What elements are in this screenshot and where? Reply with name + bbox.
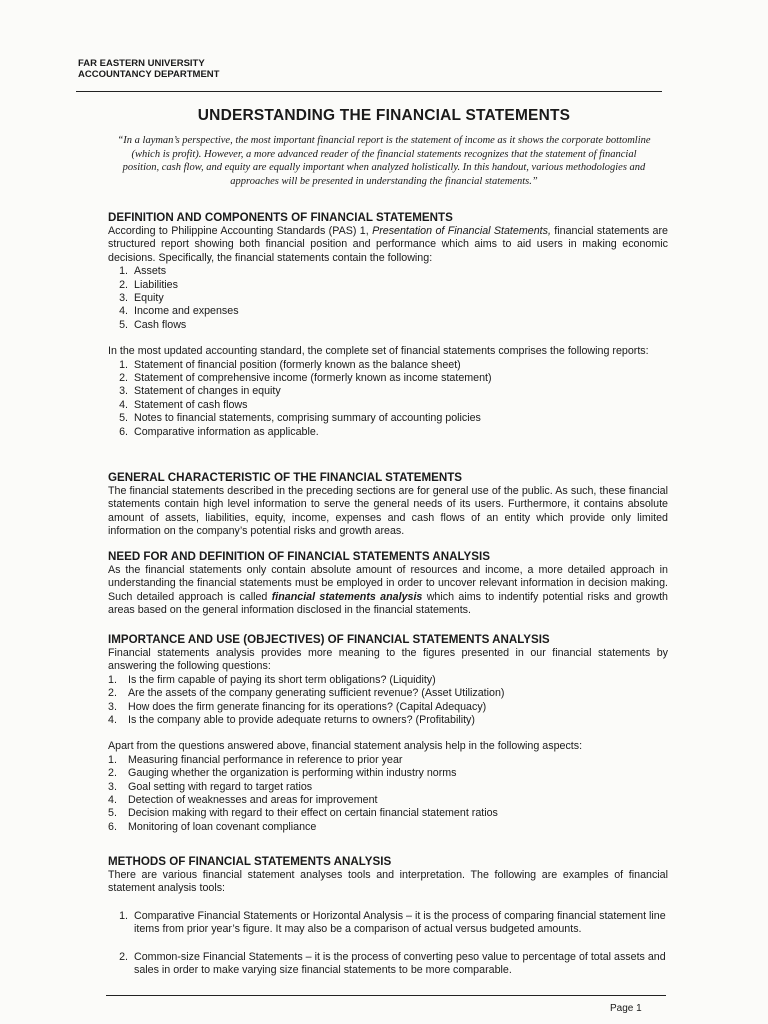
list-item: 3. Statement of changes in equity — [119, 385, 281, 398]
list-item: 6. Comparative information as applicable. — [119, 425, 319, 438]
list-item: 2. Gauging whether the organization is performing within industry norms — [108, 767, 457, 780]
list-item: 1. Assets — [119, 265, 167, 278]
section-heading: DEFINITION AND COMPONENTS OF FINANCIAL STATEMENTS — [108, 211, 453, 224]
section-definition — [108, 211, 668, 439]
questions-list — [108, 674, 668, 728]
list-item: 1. Is the firm capable of paying its short term obligations? (Liquidity) — [108, 673, 436, 686]
list-item: 3. Goal setting with regard to target ratios — [108, 780, 313, 793]
page-title: UNDERSTANDING THE FINANCIAL STATEMENTS — [197, 107, 571, 124]
list-item: 2. Are the assets of the company generating sufficient revenue? (Asset Utilization) — [108, 687, 505, 700]
section-need — [108, 550, 668, 618]
section-paragraph: The financial statements described in the preceding sections are for general use of the public. As such, these financial statements contain high level information to serve the general needs of its users. Furthermore, it contains absolute amount of assets, liabilities, equity, income, expenses and cash flows of an entity which provide only limited information on the company’s potential risks and growth areas. — [108, 485, 668, 538]
intro-quote: “In a layman’s perspective, the most important financial report is the statement of income as it shows the corporate bottomline (which is profit). However, a more advanced reader of the financial statements recognizes that the statement of financial position, cash flow, and equity are equally important when analyzed holistically. In this handout, various methodologies and approaches will be presented in understanding the financial statements.” — [117, 135, 651, 187]
section-heading: NEED FOR AND DEFINITION OF FINANCIAL STATEMENTS ANALYSIS — [108, 550, 490, 563]
section-general — [108, 471, 668, 539]
list-item: 5. Notes to financial statements, comprising summary of accounting policies — [119, 412, 481, 425]
section-importance — [108, 633, 668, 834]
section-methods — [108, 855, 668, 991]
list-item: 3. Equity — [119, 292, 164, 305]
department-name: ACCOUNTANCY DEPARTMENT — [78, 69, 220, 80]
university-name: FAR EASTERN UNIVERSITY — [78, 58, 205, 69]
footer-rule — [106, 995, 666, 996]
list-item: 3. How does the firm generate financing for its operations? (Capital Adequacy) — [108, 700, 487, 713]
header-rule — [76, 91, 662, 92]
methods-list — [108, 910, 668, 978]
section-paragraph: In the most updated accounting standard, the complete set of financial statements comprises the following reports: — [108, 345, 649, 358]
list-item: 2. Common-size Financial Statements – it is the process of converting peso value to percentage of total assets and sales in order to make varying size financial statements to be more comparable. — [119, 950, 666, 977]
institution-header — [78, 58, 219, 80]
list-item: 4. Income and expenses — [119, 305, 239, 318]
list-item: 1. Measuring financial performance in reference to prior year — [108, 753, 403, 766]
list-item: 4. Statement of cash flows — [119, 398, 248, 411]
reports-list — [108, 359, 668, 439]
list-item: 5. Decision making with regard to their effect on certain financial statement ratios — [108, 807, 498, 820]
list-item: 6. Monitoring of loan covenant compliance — [108, 820, 317, 833]
section-paragraph: Financial statements analysis provides more meaning to the figures presented in our financial statements by answering the following questions: — [108, 647, 668, 673]
section-heading: GENERAL CHARACTERISTIC OF THE FINANCIAL STATEMENTS — [108, 471, 463, 484]
list-item: 2. Liabilities — [119, 278, 178, 291]
list-item: 5. Cash flows — [119, 318, 187, 331]
section-paragraph: As the financial statements only contain absolute amount of resources and income, a more detailed approach in understanding the financial statements must be employed in order to uncover relevant information in decision making. Such detailed approach is called financial statements analysis which aims to indentify potential risks and growth areas based on the general information disclosed in the financial statements. — [108, 564, 668, 617]
list-item: 1. Statement of financial position (formerly known as the balance sheet) — [119, 358, 461, 371]
list-item: 2. Statement of comprehensive income (formerly known as income statement) — [119, 372, 492, 385]
section-heading: IMPORTANCE AND USE (OBJECTIVES) OF FINANCIAL STATEMENTS ANALYSIS — [108, 633, 550, 646]
section-paragraph: There are various financial statement analyses tools and interpretation. The following are examples of financial statement analysis tools: — [108, 869, 668, 895]
aspects-list — [108, 754, 668, 834]
page-number: Page 1 — [610, 1003, 642, 1014]
section-paragraph: Apart from the questions answered above, financial statement analysis help in the following aspects: — [108, 740, 583, 753]
section-paragraph: According to Philippine Accounting Standards (PAS) 1, Presentation of Financial Statements, financial statements are structured report showing both financial position and performance which aims to aid users in making economic decisions. Specifically, the financial statements contain the following: — [108, 225, 668, 264]
section-heading: METHODS OF FINANCIAL STATEMENTS ANALYSIS — [108, 855, 392, 868]
components-list — [108, 265, 668, 332]
list-item: 4. Detection of weaknesses and areas for improvement — [108, 794, 378, 807]
list-item: 1. Comparative Financial Statements or Horizontal Analysis – it is the process of comparing financial statement line items from prior year’s figure. It may also be a comparison of actual versus budgeted amounts. — [119, 909, 666, 936]
list-item: 4. Is the company able to provide adequate returns to owners? (Profitability) — [108, 714, 475, 727]
